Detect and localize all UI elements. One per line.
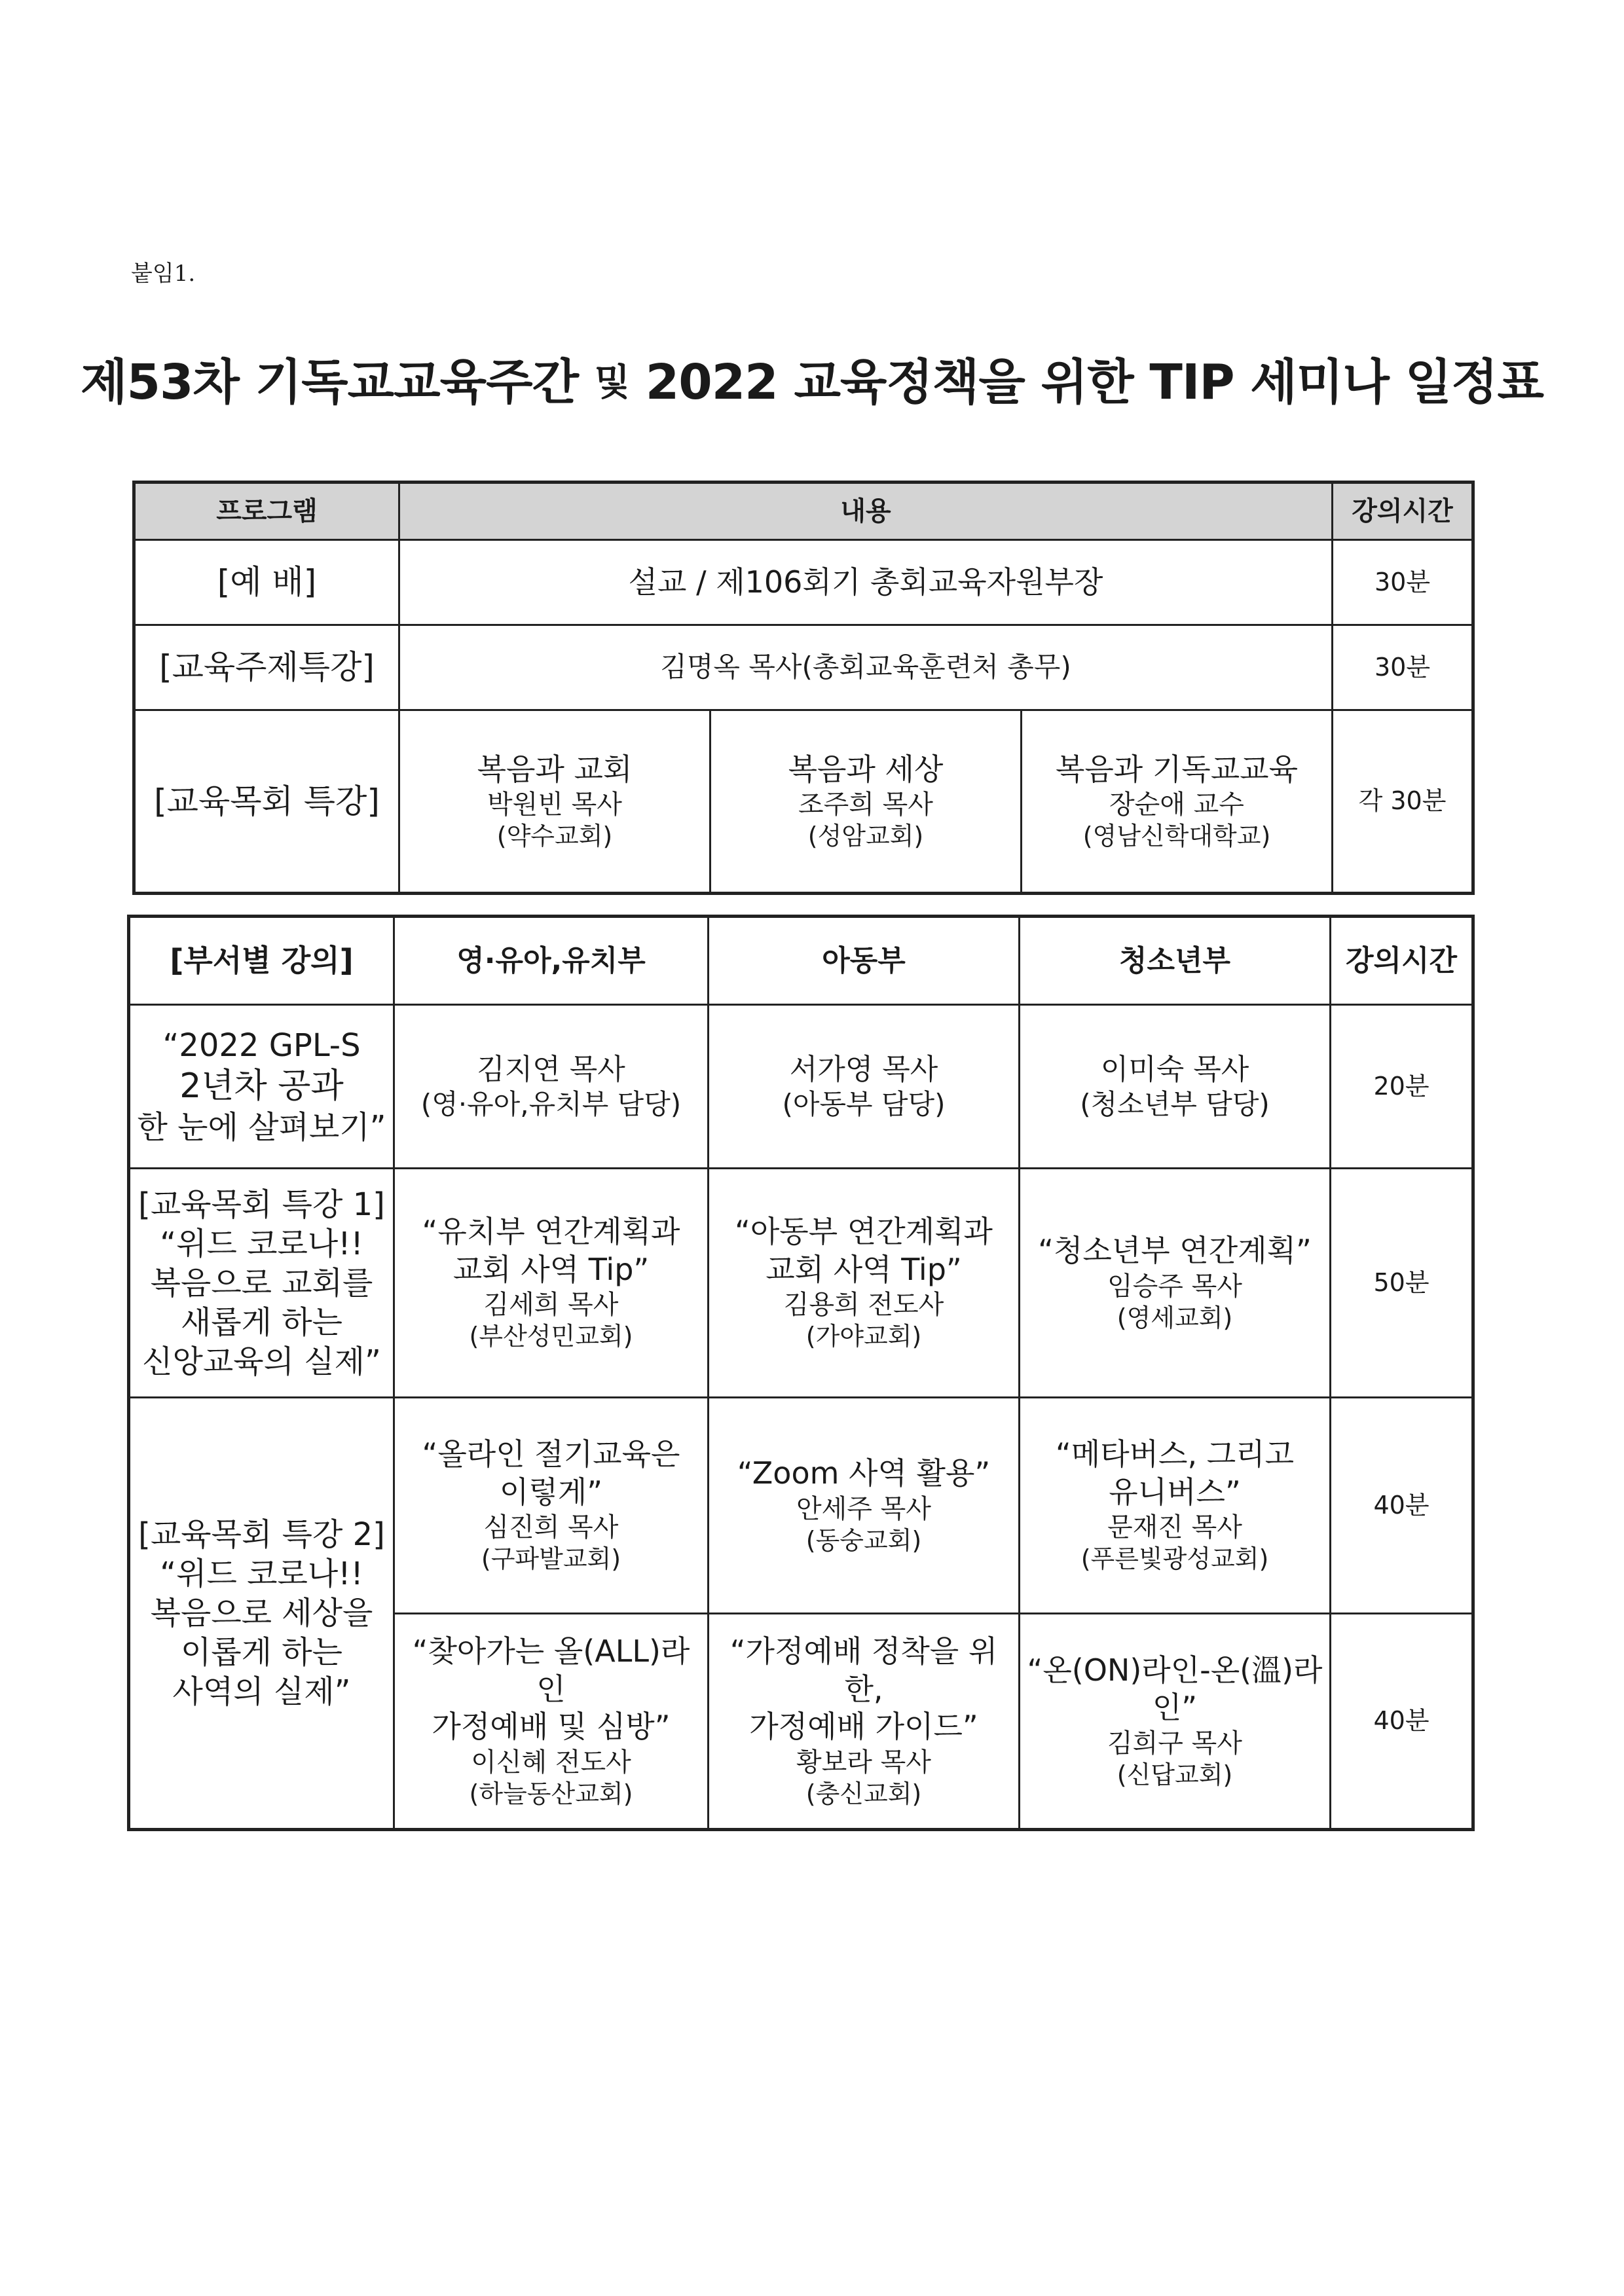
page-title: [0, 344, 1624, 413]
ministry-lecture-time: 각 30분: [1333, 710, 1473, 894]
church: (푸른빛광성교회): [1080, 1544, 1269, 1574]
gpl-preschool-cell: [394, 1005, 709, 1169]
lecture-title: 이렇게”: [499, 1474, 603, 1510]
lecture-title: “올라인 절기교육은: [422, 1436, 680, 1472]
gpl-time: 20분: [1331, 1005, 1473, 1169]
speaker: 김세희 목사: [483, 1290, 619, 1321]
gpl-children-cell: [709, 1005, 1020, 1169]
lecture-speaker: 조주희 목사: [798, 790, 933, 820]
theme-lecture-program: [교육주제특강]: [134, 625, 399, 710]
program-line: 신앙교육의 실제”: [142, 1343, 381, 1380]
program-line: “위드 코로나!!: [160, 1225, 363, 1262]
lecture-title: “Zoom 사역 활용”: [737, 1455, 991, 1491]
special-lecture-1-time: 50분: [1331, 1169, 1473, 1398]
program-line: [교육목회 특강 1]: [138, 1186, 385, 1223]
lecture-cell: [394, 1614, 709, 1830]
lecture-title: “온(ON)라인-온(溫)라인”: [1027, 1652, 1323, 1726]
lecture-title: 교회 사역 Tip”: [452, 1251, 650, 1287]
lecture-cell: [709, 1614, 1020, 1830]
table-row: [129, 1169, 1473, 1398]
lecture-title: 복음과 세상: [788, 751, 944, 787]
church: (신답교회): [1116, 1760, 1233, 1789]
special-lecture-2a-time: 40분: [1331, 1398, 1473, 1614]
header-preschool: 영·유아,유치부: [394, 917, 709, 1005]
speaker: 임승주 목사: [1107, 1271, 1242, 1302]
speaker: 김용희 전도사: [783, 1290, 944, 1321]
header-department: [부서별 강의]: [129, 917, 394, 1005]
lecture-title: “아동부 연간계획과: [735, 1214, 993, 1250]
lecture-cell: [709, 1169, 1020, 1398]
title-and: 및: [594, 361, 629, 404]
table-row: [134, 540, 1473, 625]
program-line: 이롭게 하는: [180, 1634, 343, 1671]
header-time: 강의시간: [1333, 483, 1473, 540]
program-line: 사역의 실제”: [172, 1673, 351, 1710]
program-line: “위드 코로나!!: [160, 1556, 363, 1592]
church: (영세교회): [1116, 1303, 1233, 1332]
schedule-table-department: [127, 915, 1475, 1831]
theme-lecture-content: 김명옥 목사(총회교육훈련처 총무): [399, 625, 1333, 710]
lecture-title: 복음과 교회: [477, 751, 633, 787]
lecture-cell: [394, 1398, 709, 1614]
worship-program: [예 배]: [134, 540, 399, 625]
title-part2: 2022 교육정책을 위한 TIP 세미나 일정표: [645, 354, 1544, 410]
lecture-church: (성암교회): [807, 822, 924, 850]
speaker: 서가영 목사: [789, 1052, 938, 1086]
header-content: 내용: [399, 483, 1333, 540]
lecture-church: (약수교회): [496, 822, 613, 850]
program-line: 2년차 공과: [179, 1066, 344, 1106]
special-lecture-2b-time: 40분: [1331, 1614, 1473, 1830]
ministry-lecture-cell: [710, 710, 1022, 894]
worship-content: 설교 / 제106회기 총회교육자원부장: [399, 540, 1333, 625]
church: (동숭교회): [805, 1525, 922, 1555]
lecture-cell: [394, 1169, 709, 1398]
schedule-table-main: [132, 481, 1475, 895]
lecture-title: “유치부 연간계획과: [422, 1214, 680, 1250]
lecture-speaker: 박원빈 목사: [487, 790, 622, 820]
speaker: 문재진 목사: [1107, 1512, 1242, 1543]
table-row: [134, 625, 1473, 710]
church: (충신교회): [805, 1779, 922, 1808]
program-line: [교육목회 특강 2]: [138, 1516, 385, 1553]
theme-lecture-time: 30분: [1333, 625, 1473, 710]
speaker-role: (영·유아,유치부 담당): [420, 1087, 682, 1120]
table-row: [134, 710, 1473, 894]
program-line: 복음으로 교회를: [150, 1264, 373, 1302]
lecture-title: “찾아가는 올(ALL)라인: [412, 1633, 690, 1707]
program-line: 새롭게 하는: [180, 1303, 343, 1341]
lecture-title: “메타버스, 그리고: [1055, 1436, 1295, 1472]
special-lecture-2-program: [129, 1398, 394, 1830]
table-row: [129, 1398, 1473, 1614]
worship-time: 30분: [1333, 540, 1473, 625]
ministry-lecture-cell: [399, 710, 710, 894]
lecture-title: 복음과 기독교교육: [1055, 751, 1299, 787]
lecture-title: 교회 사역 Tip”: [766, 1251, 962, 1287]
church: (가야교회): [805, 1322, 922, 1351]
header-children: 아동부: [709, 917, 1020, 1005]
speaker: 심진희 목사: [483, 1512, 619, 1543]
lecture-church: (영남신학대학교): [1082, 822, 1271, 850]
table-header-row: [134, 483, 1473, 540]
lecture-title: 가정예배 및 심방”: [432, 1709, 671, 1744]
title-part1: 제53차 기독교교육주간: [80, 354, 579, 410]
speaker: 안세주 목사: [796, 1493, 931, 1524]
speaker-role: (청소년부 담당): [1080, 1087, 1270, 1120]
header-youth: 청소년부: [1020, 917, 1331, 1005]
lecture-cell: [1020, 1169, 1331, 1398]
speaker: 이신혜 전도사: [471, 1747, 631, 1777]
lecture-title: 가정예배 가이드”: [749, 1709, 978, 1744]
lecture-title: “청소년부 연간계획”: [1038, 1233, 1312, 1268]
lecture-cell: [1020, 1614, 1331, 1830]
speaker-role: (아동부 담당): [782, 1087, 946, 1120]
program-line: 복음으로 세상을: [150, 1595, 373, 1631]
header-program: 프로그램: [134, 483, 399, 540]
ministry-lecture-program: [교육목회 특강]: [134, 710, 399, 894]
attachment-label: 붙임1.: [131, 261, 196, 287]
lecture-cell: [1020, 1398, 1331, 1614]
church: (구파발교회): [481, 1544, 621, 1574]
church: (부산성민교회): [469, 1322, 633, 1351]
speaker: 김희구 목사: [1107, 1728, 1242, 1758]
program-line: “2022 GPL-S: [162, 1027, 361, 1064]
table-header-row: [129, 917, 1473, 1005]
speaker: 이미숙 목사: [1100, 1052, 1249, 1086]
speaker: 황보라 목사: [796, 1747, 931, 1777]
lecture-title: “가정예배 정착을 위한,: [729, 1633, 998, 1707]
lecture-cell: [709, 1398, 1020, 1614]
header-time: 강의시간: [1331, 917, 1473, 1005]
lecture-title: 유니버스”: [1109, 1474, 1241, 1510]
lecture-speaker: 장순애 교수: [1109, 790, 1244, 820]
ministry-lecture-cell: [1022, 710, 1333, 894]
table-row: [129, 1005, 1473, 1169]
speaker: 김지연 목사: [477, 1052, 625, 1086]
gpl-program: [129, 1005, 394, 1169]
special-lecture-1-program: [129, 1169, 394, 1398]
church: (하늘동산교회): [469, 1779, 633, 1808]
program-line: 한 눈에 살펴보기”: [137, 1109, 386, 1146]
gpl-youth-cell: [1020, 1005, 1331, 1169]
